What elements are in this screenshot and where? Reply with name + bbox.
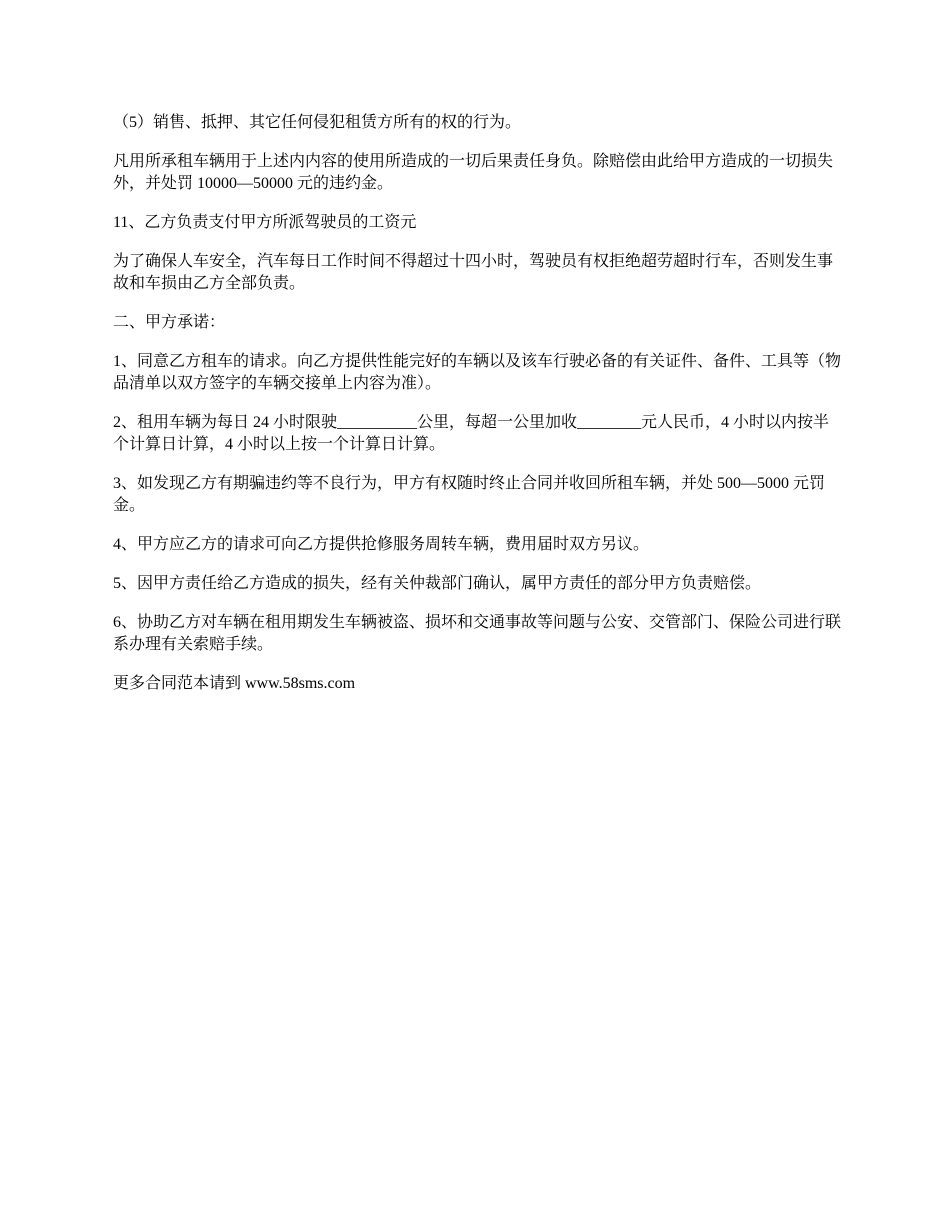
paragraph-working-hours: 为了确保人车安全，汽车每日工作时间不得超过十四小时，驾驶员有权拒绝超劳超时行车，否则发生事故和车损由乙方全部负责。: [113, 253, 834, 292]
document-page: [113, 112, 843, 695]
paragraph-clause-6: 6、协助乙方对车辆在租用期发生车辆被盗、损坏和交通事故等问题与公安、交管部门、保险公司进行联系办理有关索赔手续。: [113, 614, 842, 653]
footer-more-templates: 更多合同范本请到 www.58sms.com: [113, 675, 356, 692]
paragraph-clause-2: 2、租用车辆为每日 24 小时限驶__________公里，每超一公里加收________元人民币，4 小时以内按半个计算日计算，4 小时以上按一个计算日计算。: [113, 414, 830, 453]
paragraph-liability-penalty: 凡用所承租车辆用于上述内内容的使用所造成的一切后果责任身负。除赔偿由此给甲方造成的一切损失外，并处罚 10000—50000 元的违约金。: [113, 153, 834, 192]
paragraph-clause-4: 4、甲方应乙方的请求可向乙方提供抢修服务周转车辆，费用届时双方另议。: [113, 536, 650, 553]
paragraph-sale-mortgage: （5）销售、抵押、其它任何侵犯租赁方所有的权的行为。: [113, 114, 522, 131]
paragraph-clause-5: 5、因甲方责任给乙方造成的损失，经有关仲裁部门确认，属甲方责任的部分甲方负责赔偿。: [113, 575, 762, 592]
paragraph-clause-3: 3、如发现乙方有期骗违约等不良行为，甲方有权随时终止合同并收回所租车辆，并处 500—5000 元罚金。: [113, 475, 826, 514]
paragraph-driver-wages: 11、乙方负责支付甲方所派驾驶员的工资元: [113, 214, 417, 231]
section-heading-party-a: 二、甲方承诺：: [113, 314, 226, 331]
paragraph-clause-1: 1、同意乙方租车的请求。向乙方提供性能完好的车辆以及该车行驶必备的有关证件、备件、工具等（物品清单以双方签字的车辆交接单上内容为准）。: [113, 353, 842, 392]
